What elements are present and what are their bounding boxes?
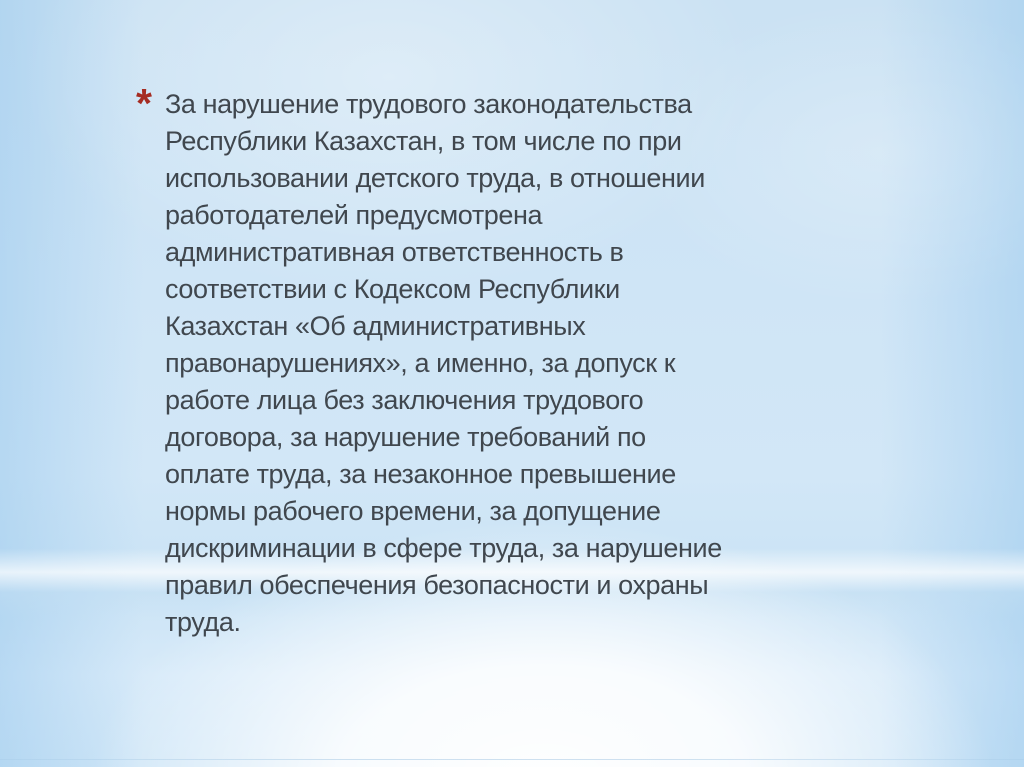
bottom-divider-line bbox=[0, 759, 1024, 760]
paragraph-line: дискриминации в сфере труда, за нарушение bbox=[165, 533, 722, 563]
paragraph-line: договора, за нарушение требований по bbox=[165, 422, 646, 452]
paragraph-line: За нарушение трудового законодательства bbox=[165, 89, 692, 119]
paragraph-line: нормы рабочего времени, за допущение bbox=[165, 496, 661, 526]
paragraph-line: соответствии с Кодексом Республики bbox=[165, 274, 620, 304]
paragraph-line: использовании детского труда, в отношении bbox=[165, 163, 705, 193]
paragraph-line: труда. bbox=[165, 607, 241, 637]
paragraph-line: работе лица без заключения трудового bbox=[165, 385, 644, 415]
paragraph-line: административная ответственность в bbox=[165, 237, 624, 267]
asterisk-bullet-icon: * bbox=[136, 80, 152, 126]
bullet-paragraph bbox=[136, 80, 865, 641]
paragraph-line: Республики Казахстан, в том числе по при bbox=[165, 126, 682, 156]
paragraph-line: работодателей предусмотрена bbox=[165, 200, 543, 230]
paragraph-line: Казахстан «Об административных bbox=[165, 311, 586, 341]
paragraph-line: оплате труда, за незаконное превышение bbox=[165, 459, 676, 489]
paragraph-line: правил обеспечения безопасности и охраны bbox=[165, 570, 709, 600]
paragraph-line: правонарушениях», а именно, за допуск к bbox=[165, 348, 676, 378]
